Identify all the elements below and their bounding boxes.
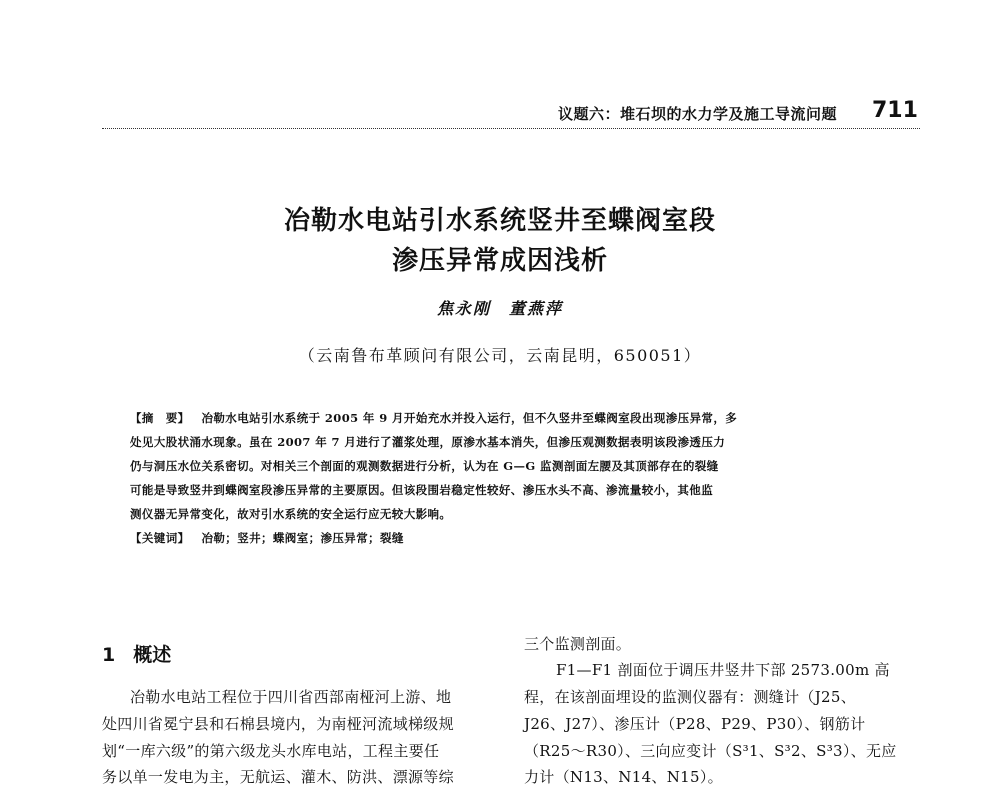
paper-title-line-1: 冶勒水电站引水系统竖井至蝶阀室段 [283,206,716,236]
section-number: 1 [102,644,116,666]
body-line: 划“一库六级”的第六级龙头水库电站，工程主要任 [102,742,440,760]
body-line: 程，在该剖面埋设的监测仪器有：测缝计（J25、 [524,688,857,706]
body-line: F1—F1 剖面位于调压井竖井下部 2573.00m 高 [556,661,890,679]
page-number: 711 [872,98,918,123]
section-heading [102,640,171,667]
abstract-line [130,410,737,426]
keywords-text: 冶勒；竖井；蝶阀室；渗压异常；裂缝 [201,531,404,545]
paper-affiliation: （云南鲁布革顾问有限公司，云南昆明，650051） [298,346,702,365]
paper-title-line-2: 渗压异常成因浅析 [391,246,608,276]
keywords-line [130,530,404,546]
body-line: J26、J27）、渗压计（P28、P29、P30）、钢筋计 [524,715,866,733]
body-line: 冶勒水电站工程位于四川省西部南桠河上游、地 [130,688,452,706]
abstract-line: 测仪器无异常变化，故对引水系统的安全运行应无较大影响。 [130,507,452,521]
abstract-line: 可能是导致竖井到蝶阀室段渗压异常的主要原因。但该段围岩稳定性较好、渗压水头不高、渗流量较小，其他监 [130,483,714,497]
paper-authors: 焦永刚 董燕萍 [436,299,563,318]
body-line: 力计（N13、N14、N15）。 [524,768,723,786]
header-divider [102,128,920,129]
section-title: 概述 [133,644,172,666]
running-header-title: 议题六：堆石坝的水力学及施工导流问题 [558,105,838,123]
body-line: 三个监测剖面。 [524,635,632,653]
keywords-label: 【关键词】 [130,531,190,545]
body-line: 务以单一发电为主，无航运、灌木、防洪、漂源等综 [102,768,454,786]
body-line: （R25～R30）、三向应变计（S³1、S³2、S³3）、无应 [524,742,897,760]
abstract-label: 【摘 要】 [130,411,190,425]
abstract-line: 仍与洞压水位关系密切。对相关三个剖面的观测数据进行分析，认为在 G—G 监测剖面左腰及其顶部存在的裂缝 [130,459,719,473]
abstract-line: 处见大股状涌水现象。虽在 2007 年 7 月进行了灌浆处理，原渗水基本消失，但渗压观测数据表明该段渗透压力 [130,435,726,449]
body-line: 处四川省冕宁县和石棉县境内，为南桠河流域梯级规 [102,715,454,733]
abstract-text: 冶勒水电站引水系统于 2005 年 9 月开始充水并投入运行，但不久竖井至蝶阀室段出现渗压异常，多 [201,411,738,425]
